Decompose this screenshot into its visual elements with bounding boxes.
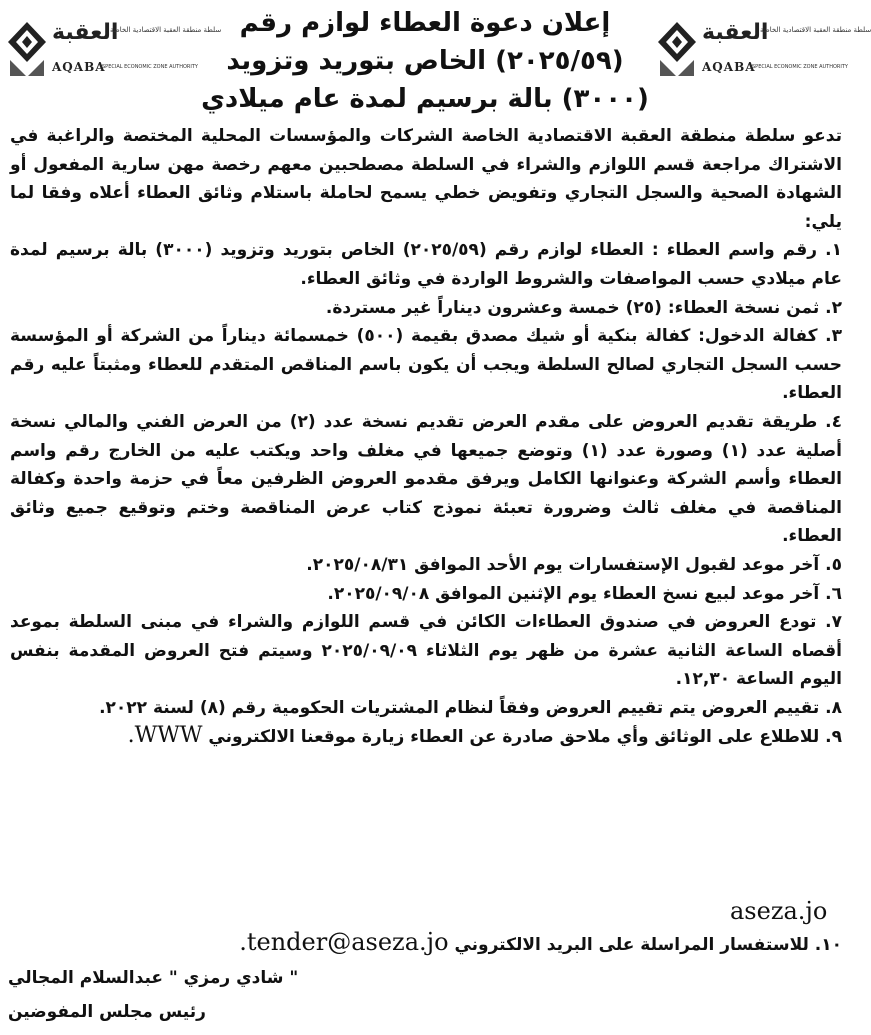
announcement-body	[10, 122, 842, 752]
item-5: ٥. آخر موعد لقبول الإستفسارات يوم الأحد الموافق ٢٠٢٥/٠٨/٣١.	[306, 554, 842, 575]
logo-latin-name: AQABA	[52, 60, 106, 74]
logo-latin-name: AQABA	[702, 60, 756, 74]
item-2: ٢. ثمن نسخة العطاء: (٢٥) خمسة وعشرون ديناراً غير مستردة.	[325, 297, 842, 318]
logo-arabic-name: العقبة	[52, 20, 119, 45]
website-link[interactable]: aseza.jo	[730, 897, 828, 925]
item-9	[10, 722, 842, 752]
title-line-2: (٢٠٢٥/٥٩) الخاص بتوريد وتزويد	[226, 46, 624, 76]
item-6: ٦. آخر موعد لبيع نسخ العطاء يوم الإثنين الموافق ٢٠٢٥/٠٩/٠٨.	[327, 583, 842, 604]
logo-latin-subtitle: SPECIAL ECONOMIC ZONE AUTHORITY	[102, 64, 198, 70]
title-line-3: (٣٠٠٠) بالة برسيم لمدة عام ميلادي	[201, 84, 649, 114]
website-prefix: WWW.	[127, 723, 203, 749]
item-7: ٧. تودع العروض في صندوق العطاءات الكائن في قسم اللوازم والشراء في مبنى السلطة بموعد أقصاه الساعة الثانية عشرة من ظهر يوم الثلاثاء ٢٠٢٥/٠٩/٠٩ وسيتم فتح العروض المقدمة بنفس اليوم الساعة ١٢,٣٠.	[10, 612, 842, 690]
item-10	[170, 928, 842, 956]
aseza-emblem-icon	[656, 20, 698, 80]
intro-paragraph: تدعو سلطة منطقة العقبة الاقتصادية الخاصة الشركات والمؤسسات المحلية المختصة والراغبة في الاشتراك مراجعة قسم اللوازم والشراء في السلطة مصطحبين معهم رخصة مهن سارية المفعول أو الشهادة الصحية والسجل التجاري وتفويض خطي يسمح لحاملة باستلام وثائق العطاء أعلاه وفقا لما يلي:	[10, 126, 842, 232]
item-3: ٣. كفالة الدخول: كفالة بنكية أو شيك مصدق بقيمة (٥٠٠) خمسمائة ديناراً من الشركة أو المؤسسة حسب السجل التجاري لصالح السلطة ويجب أن يكون باسم المناقص المتقدم للعطاء ومثبتاً عليه رقم العطاء.	[10, 326, 842, 404]
signatory-title: رئيس مجلس المفوضين	[8, 1002, 206, 1022]
aqaba-logo-right	[656, 18, 871, 88]
announcement-title	[195, 4, 655, 118]
item-1: ١. رقم واسم العطاء : العطاء لوازم رقم (٢٠٢٥/٥٩) الخاص بتوريد وتزويد (٣٠٠٠) بالة برسيم لمدة عام ميلادي حسب المواصفات والشروط الواردة في وثائق العطاء.	[10, 240, 842, 289]
logo-arabic-subtitle: سلطة منطقة العقبة الاقتصادية الخاصة	[760, 26, 871, 34]
logo-arabic-subtitle: سلطة منطقة العقبة الاقتصادية الخاصة	[110, 26, 222, 34]
signatory-name: " شادي رمزي " عبدالسلام المجالي	[8, 968, 299, 988]
logo-arabic-name: العقبة	[702, 20, 769, 45]
title-line-1: إعلان دعوة العطاء لوازم رقم	[239, 8, 611, 38]
item-8: ٨. تقييم العروض يتم تقييم العروض وفقاً لنظام المشتريات الحكومية رقم (٨) لسنة ٢٠٢٢.	[99, 697, 842, 718]
email-link[interactable]: tender@aseza.jo.	[239, 928, 449, 956]
logo-latin-subtitle: SPECIAL ECONOMIC ZONE AUTHORITY	[752, 64, 848, 70]
announcement-header	[0, 4, 871, 122]
item-9-text: ٩. للاطلاع على الوثائق وأي ملاحق صادرة عن العطاء زيارة موقعنا الالكتروني	[208, 727, 842, 748]
aseza-emblem-icon	[6, 20, 48, 80]
aqaba-logo-left	[6, 18, 222, 88]
item-4: ٤. طريقة تقديم العروض على مقدم العرض تقديم نسخة عدد (٢) من العرض الفني والمالي نسخة أصلية عدد (١) وصورة عدد (١) وتوضع جميعها في مغلف واحد ويكتب عليه من الخارج رقم واسم العطاء وأسم الشركة وعنوانها الكامل ويرفق مقدمو العروض الظرفين معاً في حزمة واحدة وكفالة المناقصة في مغلف ثالث وضرورة تعبئة نموذج كتاب عرض المناقصة وختم وتوقيع جميع وثائق العطاء.	[10, 411, 842, 547]
item-10-text: ١٠. للاستفسار المراسلة على البريد الالكتروني	[454, 935, 842, 955]
